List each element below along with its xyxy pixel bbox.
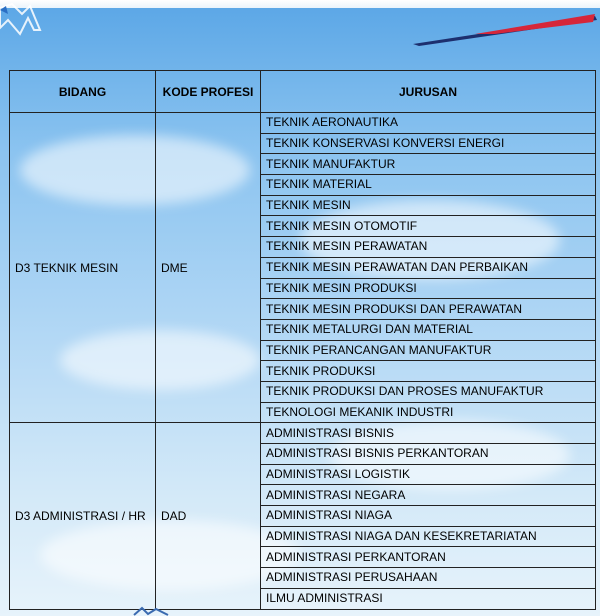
jurusan-cell: ADMINISTRASI NIAGA DAN KESEKRETARIATAN bbox=[261, 526, 596, 547]
jurusan-cell: TEKNIK PERANCANGAN MANUFAKTUR bbox=[261, 340, 596, 361]
jurusan-cell: ILMU ADMINISTRASI bbox=[261, 588, 596, 609]
jurusan-cell: ADMINISTRASI NIAGA bbox=[261, 506, 596, 527]
table-row bbox=[10, 423, 596, 444]
jurusan-cell: TEKNIK PRODUKSI DAN PROSES MANUFAKTUR bbox=[261, 381, 596, 402]
jurusan-cell: TEKNIK PRODUKSI bbox=[261, 361, 596, 382]
jurusan-cell: TEKNIK METALURGI DAN MATERIAL bbox=[261, 319, 596, 340]
jurusan-cell: TEKNIK KONSERVASI KONVERSI ENERGI bbox=[261, 133, 596, 154]
header-band bbox=[0, 0, 600, 8]
bidang-cell bbox=[10, 113, 156, 423]
jurusan-cell: TEKNIK MESIN PRODUKSI DAN PERAWATAN bbox=[261, 299, 596, 320]
jurusan-cell: ADMINISTRASI PERUSAHAAN bbox=[261, 568, 596, 589]
jurusan-table bbox=[9, 70, 596, 610]
table-header-row bbox=[10, 71, 596, 113]
jurusan-cell: ADMINISTRASI BISNIS PERKANTORAN bbox=[261, 444, 596, 465]
bidang-text: D3 ADMINISTRASI / HR bbox=[15, 508, 146, 523]
header-kode-profesi: KODE PROFESI bbox=[156, 71, 261, 113]
jurusan-cell: TEKNIK AERONAUTIKA bbox=[261, 113, 596, 134]
jurusan-cell: TEKNIK MANUFAKTUR bbox=[261, 154, 596, 175]
decorative-mark-icon bbox=[132, 606, 172, 616]
company-logo-icon bbox=[0, 0, 60, 60]
jurusan-cell: ADMINISTRASI BISNIS bbox=[261, 423, 596, 444]
jurusan-cell: TEKNIK MESIN PERAWATAN DAN PERBAIKAN bbox=[261, 257, 596, 278]
kode-cell: DME bbox=[156, 113, 261, 423]
header-bidang: BIDANG bbox=[10, 71, 156, 113]
jurusan-cell: ADMINISTRASI PERKANTORAN bbox=[261, 547, 596, 568]
jurusan-cell: TEKNIK MESIN PERAWATAN bbox=[261, 237, 596, 258]
jurusan-cell: TEKNIK MESIN OTOMOTIF bbox=[261, 216, 596, 237]
jurusan-cell: TEKNIK MATERIAL bbox=[261, 175, 596, 196]
jurusan-cell: TEKNIK MESIN PRODUKSI bbox=[261, 278, 596, 299]
jurusan-cell: TEKNOLOGI MEKANIK INDUSTRI bbox=[261, 402, 596, 423]
jurusan-cell: TEKNIK MESIN bbox=[261, 195, 596, 216]
jurusan-cell: ADMINISTRASI LOGISTIK bbox=[261, 464, 596, 485]
header-jurusan: JURUSAN bbox=[261, 71, 596, 113]
bidang-text: D3 TEKNIK MESIN bbox=[15, 260, 119, 275]
table-row bbox=[10, 113, 596, 134]
bidang-cell bbox=[10, 423, 156, 609]
jurusan-cell: ADMINISTRASI NEGARA bbox=[261, 485, 596, 506]
brand-swoosh-icon bbox=[405, 8, 600, 50]
kode-cell: DAD bbox=[156, 423, 261, 609]
